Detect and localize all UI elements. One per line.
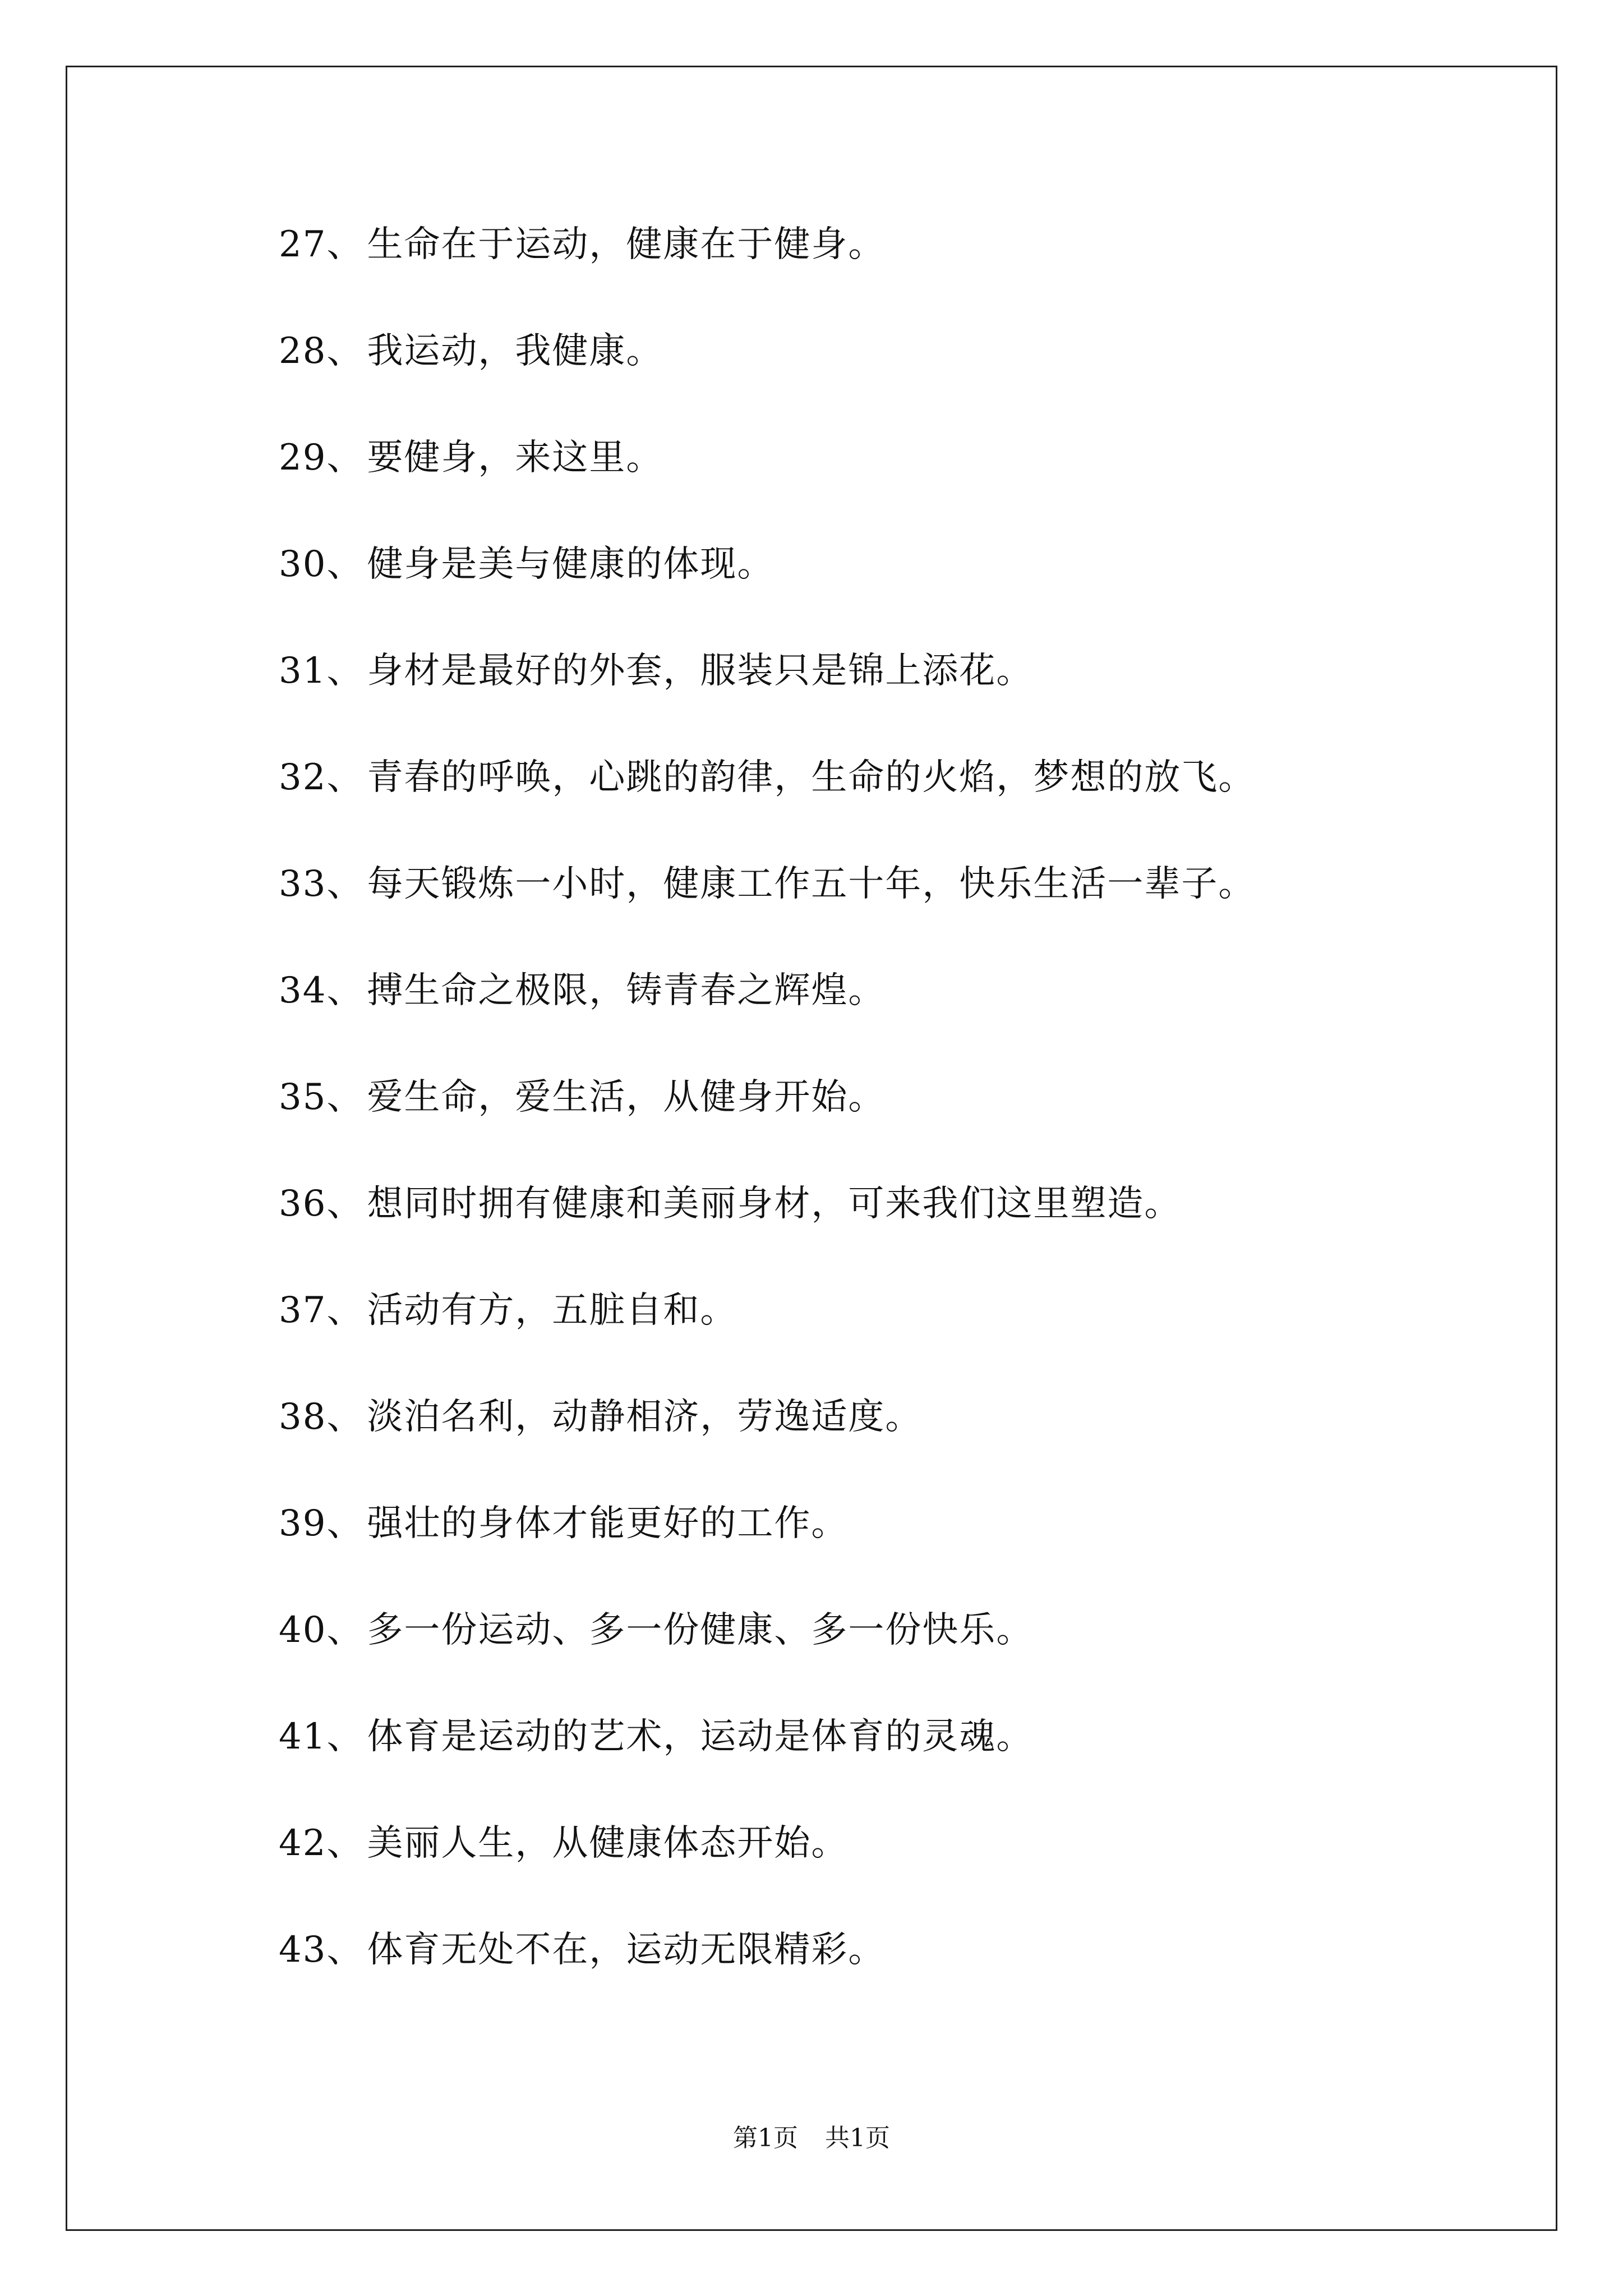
item-text: 体育是运动的艺术，运动是体育的灵魂。 [367,1716,1034,1757]
list-item [279,1179,1513,1285]
item-text: 强壮的身体才能更好的工作。 [367,1503,849,1544]
page-number-current: 第1页 [733,2124,798,2152]
item-text: 想同时拥有健康和美丽身材，可来我们这里塑造。 [367,1183,1182,1225]
list-item [279,1392,1513,1498]
item-separator: 、 [326,330,364,372]
item-separator: 、 [326,1929,364,1971]
item-text: 我运动，我健康。 [367,330,663,372]
list-item [279,326,1513,432]
list-item [279,219,1513,326]
document-body [279,219,1513,2031]
item-number: 35 [279,1076,327,1118]
list-item [279,539,1513,646]
item-separator: 、 [326,1290,364,1331]
page-number-total: 共1页 [825,2124,890,2152]
item-number: 37 [279,1290,327,1331]
item-text: 体育无处不在，运动无限精彩。 [367,1929,886,1971]
item-text: 爱生命，爱生活，从健身开始。 [367,1076,886,1118]
item-separator: 、 [326,970,364,1011]
item-separator: 、 [326,224,364,265]
item-text: 淡泊名利，动静相济，劳逸适度。 [367,1396,923,1438]
item-number: 31 [279,650,327,692]
item-number: 30 [279,544,327,585]
item-number: 38 [279,1396,327,1438]
item-text: 每天锻炼一小时，健康工作五十年，快乐生活一辈子。 [367,863,1256,905]
item-number: 39 [279,1503,327,1544]
list-item [279,1818,1513,1925]
list-item [279,646,1513,752]
item-separator: 、 [326,1183,364,1225]
list-item [279,1605,1513,1711]
page-footer [0,2122,1623,2155]
item-text: 多一份运动、多一份健康、多一份快乐。 [367,1609,1034,1651]
list-item [279,432,1513,539]
item-separator: 、 [326,1716,364,1757]
item-number: 41 [279,1716,327,1757]
list-item [279,1072,1513,1179]
item-number: 29 [279,437,327,478]
item-text: 搏生命之极限，铸青春之辉煌。 [367,970,886,1011]
item-number: 32 [279,757,327,798]
list-item [279,859,1513,965]
item-text: 生命在于运动，健康在于健身。 [367,224,886,265]
item-separator: 、 [326,1503,364,1544]
item-separator: 、 [326,1396,364,1438]
item-separator: 、 [326,863,364,905]
item-separator: 、 [326,650,364,692]
item-separator: 、 [326,1823,364,1864]
item-separator: 、 [326,757,364,798]
item-number: 36 [279,1183,327,1225]
list-item [279,1925,1513,2031]
item-text: 美丽人生，从健康体态开始。 [367,1823,849,1864]
list-item [279,965,1513,1072]
list-item [279,1498,1513,1605]
item-text: 身材是最好的外套，服装只是锦上添花。 [367,650,1034,692]
item-separator: 、 [326,437,364,478]
item-separator: 、 [326,1609,364,1651]
item-number: 33 [279,863,327,905]
item-number: 34 [279,970,327,1011]
item-text: 健身是美与健康的体现。 [367,544,774,585]
list-item [279,752,1513,859]
item-number: 27 [279,224,327,265]
item-text: 要健身，来这里。 [367,437,663,478]
item-text: 青春的呼唤，心跳的韵律，生命的火焰，梦想的放飞。 [367,757,1256,798]
item-number: 42 [279,1823,327,1864]
item-number: 43 [279,1929,327,1971]
item-separator: 、 [326,1076,364,1118]
list-item [279,1711,1513,1818]
item-number: 28 [279,330,327,372]
list-item [279,1285,1513,1392]
item-text: 活动有方，五脏自和。 [367,1290,737,1331]
item-separator: 、 [326,544,364,585]
item-number: 40 [279,1609,327,1651]
